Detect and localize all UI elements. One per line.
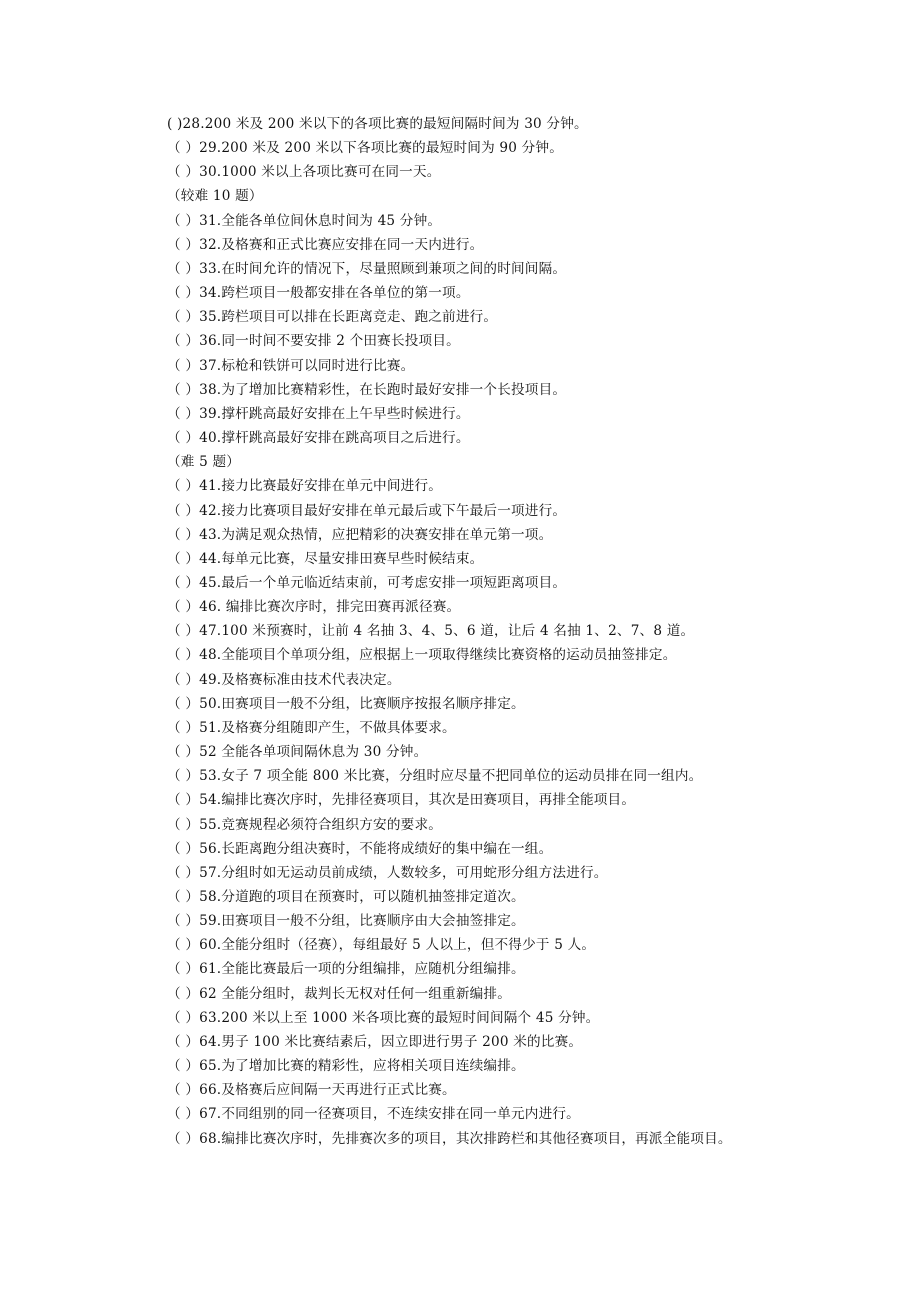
question-33: （ ）33.在时间允许的情况下，尽量照顾到兼项之间的时间间隔。 <box>167 260 567 277</box>
question-58: （ ）58.分道跑的项目在预赛时，可以随机抽签排定道次。 <box>167 889 525 905</box>
question-51: （ ）51.及格赛分组随即产生，不做具体要求。 <box>167 719 456 736</box>
question-62: （ ）62 全能分组时，裁判长无权对任何一组重新编排。 <box>167 985 511 1002</box>
question-32: （ ）32.及格赛和正式比赛应安排在同一天内进行。 <box>167 236 484 253</box>
question-48: （ ）48.全能项目个单项分组，应根据上一项取得继续比赛资格的运动员抽签排定。 <box>167 647 677 664</box>
question-30: （ ）30.1000 米以上各项比赛可在同一天。 <box>167 164 441 181</box>
question-43: （ ）43.为满足观众热情，应把精彩的决赛安排在单元第一项。 <box>167 526 553 543</box>
question-54: （ ）54.编排比赛次序时，先排径赛项目，其次是田赛项目，再排全能项目。 <box>167 792 636 809</box>
question-64: （ ）64.男子 100 米比赛结素后，因立即进行男子 200 米的比赛。 <box>167 1033 583 1050</box>
question-50: （ ）50.田赛项目一般不分组，比赛顺序按报名顺序排定。 <box>167 695 525 712</box>
question-36: （ ）36.同一时间不要安排 2 个田赛长投项目。 <box>167 333 460 350</box>
question-67: （ ）67.不同组别的同一径赛项目，不连续安排在同一单元内进行。 <box>167 1106 580 1123</box>
question-35: （ ）35.跨栏项目可以排在长距离竞走、跑之前进行。 <box>167 309 498 326</box>
section-heading-hard: （难 5 题） <box>167 454 241 471</box>
section-heading-harder: （较难 10 题） <box>167 188 263 205</box>
question-60: （ ）60.全能分组时（径赛），每组最好 5 人以上，但不得少于 5 人。 <box>167 937 596 954</box>
question-34: （ ）34.跨栏项目一般都安排在各单位的第一项。 <box>167 285 470 302</box>
question-47: （ ）47.100 米预赛时，让前 4 名抽 3、4、5、6 道，让后 4 名抽 1、2、7、8 道。 <box>167 623 695 640</box>
question-59: （ ）59.田赛项目一般不分组，比赛顺序由大会抽签排定。 <box>167 913 525 930</box>
question-63: （ ）63.200 米以上至 1000 米各项比赛的最短时间间隔个 45 分钟。 <box>167 1009 600 1026</box>
question-41: （ ）41.接力比赛最好安排在单元中间进行。 <box>167 478 443 495</box>
question-46: （ ）46. 编排比赛次序时，排完田赛再派径赛。 <box>167 599 461 616</box>
question-28: ( )28.200 米及 200 米以下的各项比赛的最短间隔时间为 30 分钟。 <box>167 116 588 132</box>
question-37: （ ）37.标枪和铁饼可以同时进行比赛。 <box>167 357 415 374</box>
question-65: （ ）65.为了增加比赛的精彩性，应将相关项目连续编排。 <box>167 1058 525 1075</box>
question-42: （ ）42.接力比赛项目最好安排在单元最后或下午最后一项进行。 <box>167 502 567 519</box>
question-40: （ ）40.撑杆跳高最好安排在跳高项目之后进行。 <box>167 430 470 447</box>
question-38: （ ）38.为了增加比赛精彩性，在长跑时最好安排一个长投项目。 <box>167 381 567 398</box>
question-53: （ ）53.女子 7 项全能 800 米比赛，分组时应尽量不把同单位的运动员排在同一组内。 <box>167 768 703 785</box>
question-57: （ ）57.分组时如无运动员前成绩，人数较多，可用蛇形分组方法进行。 <box>167 864 608 881</box>
question-45: （ ）45.最后一个单元临近结束前，可考虑安排一项短距离项目。 <box>167 574 567 591</box>
question-39: （ ）39.撑杆跳高最好安排在上午早些时候进行。 <box>167 405 470 422</box>
question-66: （ ）66.及格赛后应间隔一天再进行正式比赛。 <box>167 1082 456 1099</box>
question-44: （ ）44.每单元比赛，尽量安排田赛早些时候结束。 <box>167 550 484 567</box>
question-55: （ ）55.竞赛规程必须符合组织方安的要求。 <box>167 816 443 833</box>
question-61: （ ）61.全能比赛最后一项的分组编排，应随机分组编排。 <box>167 961 525 978</box>
question-49: （ ）49.及格赛标准由技术代表决定。 <box>167 671 401 688</box>
question-29: （ ）29.200 米及 200 米以下各项比赛的最短时间为 90 分钟。 <box>167 140 564 157</box>
question-52: （ ）52 全能各单项间隔休息为 30 分钟。 <box>167 744 428 761</box>
question-68: （ ）68.编排比赛次序时，先排赛次多的项目，其次排跨栏和其他径赛项目，再派全能项目。 <box>167 1130 732 1147</box>
document-body <box>167 112 807 1151</box>
question-31: （ ）31.全能各单位间休息时间为 45 分钟。 <box>167 212 442 229</box>
question-56: （ ）56.长距离跑分组决赛时，不能将成绩好的集中编在一组。 <box>167 840 553 857</box>
